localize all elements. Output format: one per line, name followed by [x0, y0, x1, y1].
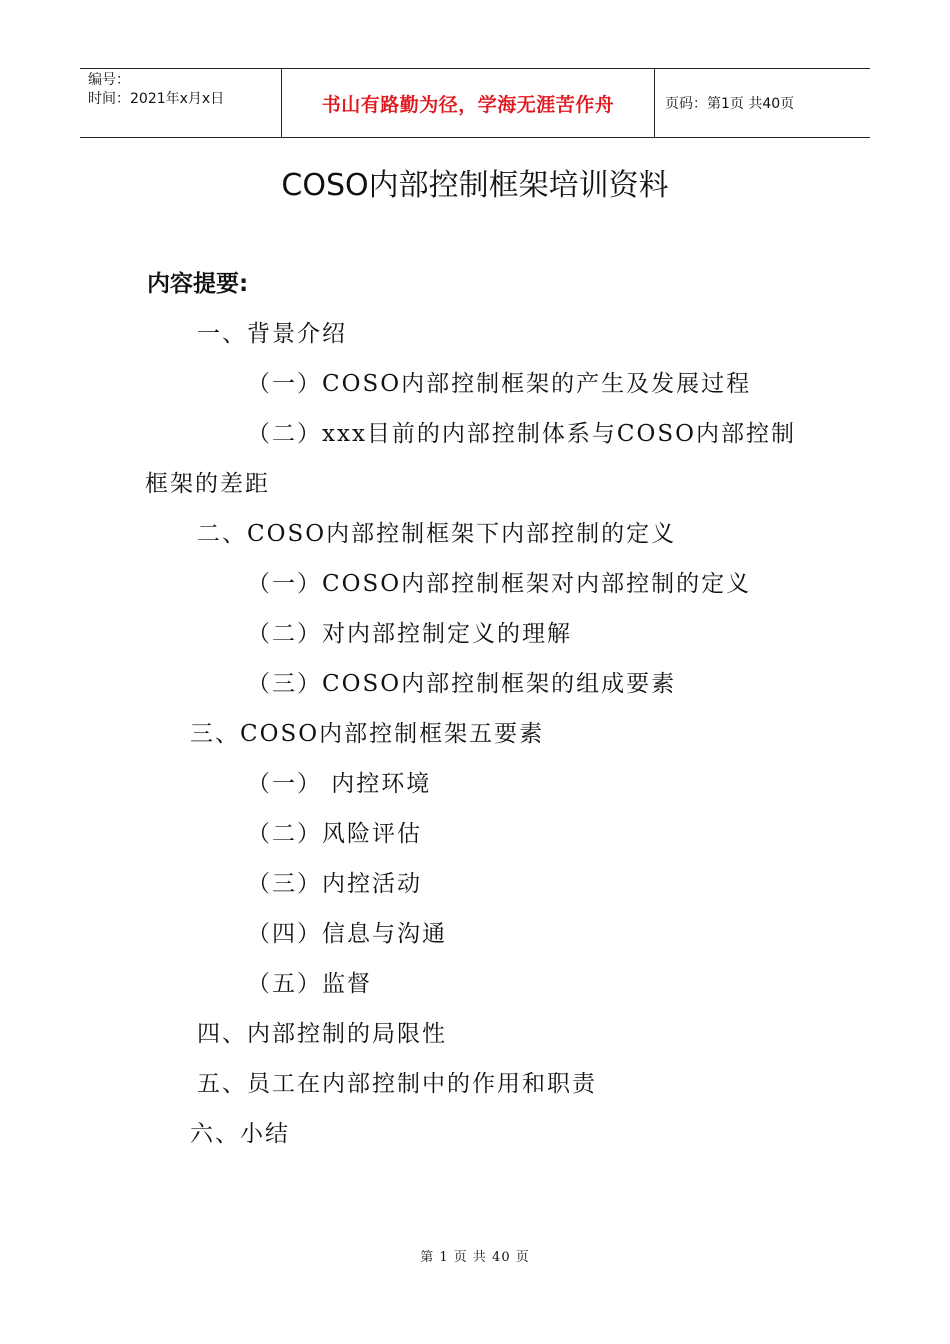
outline-item: （五）监督	[247, 971, 372, 997]
outline-item: （一）COSO内部控制框架对内部控制的定义	[247, 571, 752, 597]
outline-item: （四）信息与沟通	[247, 921, 447, 947]
outline-item: 框架的差距	[145, 471, 270, 497]
outline-item: （一） 内控环境	[247, 771, 432, 797]
number-label: 编号：	[88, 72, 130, 88]
outline-item: 二、COSO内部控制框架下内部控制的定义	[197, 521, 677, 547]
header-table	[80, 68, 870, 138]
outline-item: 四、内部控制的局限性	[197, 1021, 447, 1047]
outline-item: （二）对内部控制定义的理解	[247, 621, 572, 647]
page-footer: 第 1 页 共 40 页	[420, 1250, 530, 1265]
header-meta-cell	[80, 69, 282, 137]
time-label: 时间：2021年x月x日	[88, 91, 225, 107]
header-page-cell	[655, 69, 870, 137]
outline-item: （一）COSO内部控制框架的产生及发展过程	[247, 371, 752, 397]
page-info: 页码：第1页 共40页	[665, 96, 795, 112]
header-motto-cell	[282, 69, 655, 137]
document-title: COSO内部控制框架培训资料	[281, 168, 669, 203]
outline-heading: 内容提要:	[147, 271, 249, 297]
outline-item: （二）风险评估	[247, 821, 422, 847]
outline-item: 一、背景介绍	[197, 321, 347, 347]
motto: 书山有路勤为径，学海无涯苦作舟	[321, 93, 615, 116]
outline-item: （二）xxx目前的内部控制体系与COSO内部控制	[247, 421, 796, 447]
outline-item: （三）内控活动	[247, 871, 422, 897]
outline-item: 六、小结	[190, 1121, 290, 1147]
outline-item: 五、员工在内部控制中的作用和职责	[197, 1071, 597, 1097]
outline-item: （三）COSO内部控制框架的组成要素	[247, 671, 677, 697]
outline-item: 三、COSO内部控制框架五要素	[190, 721, 545, 747]
